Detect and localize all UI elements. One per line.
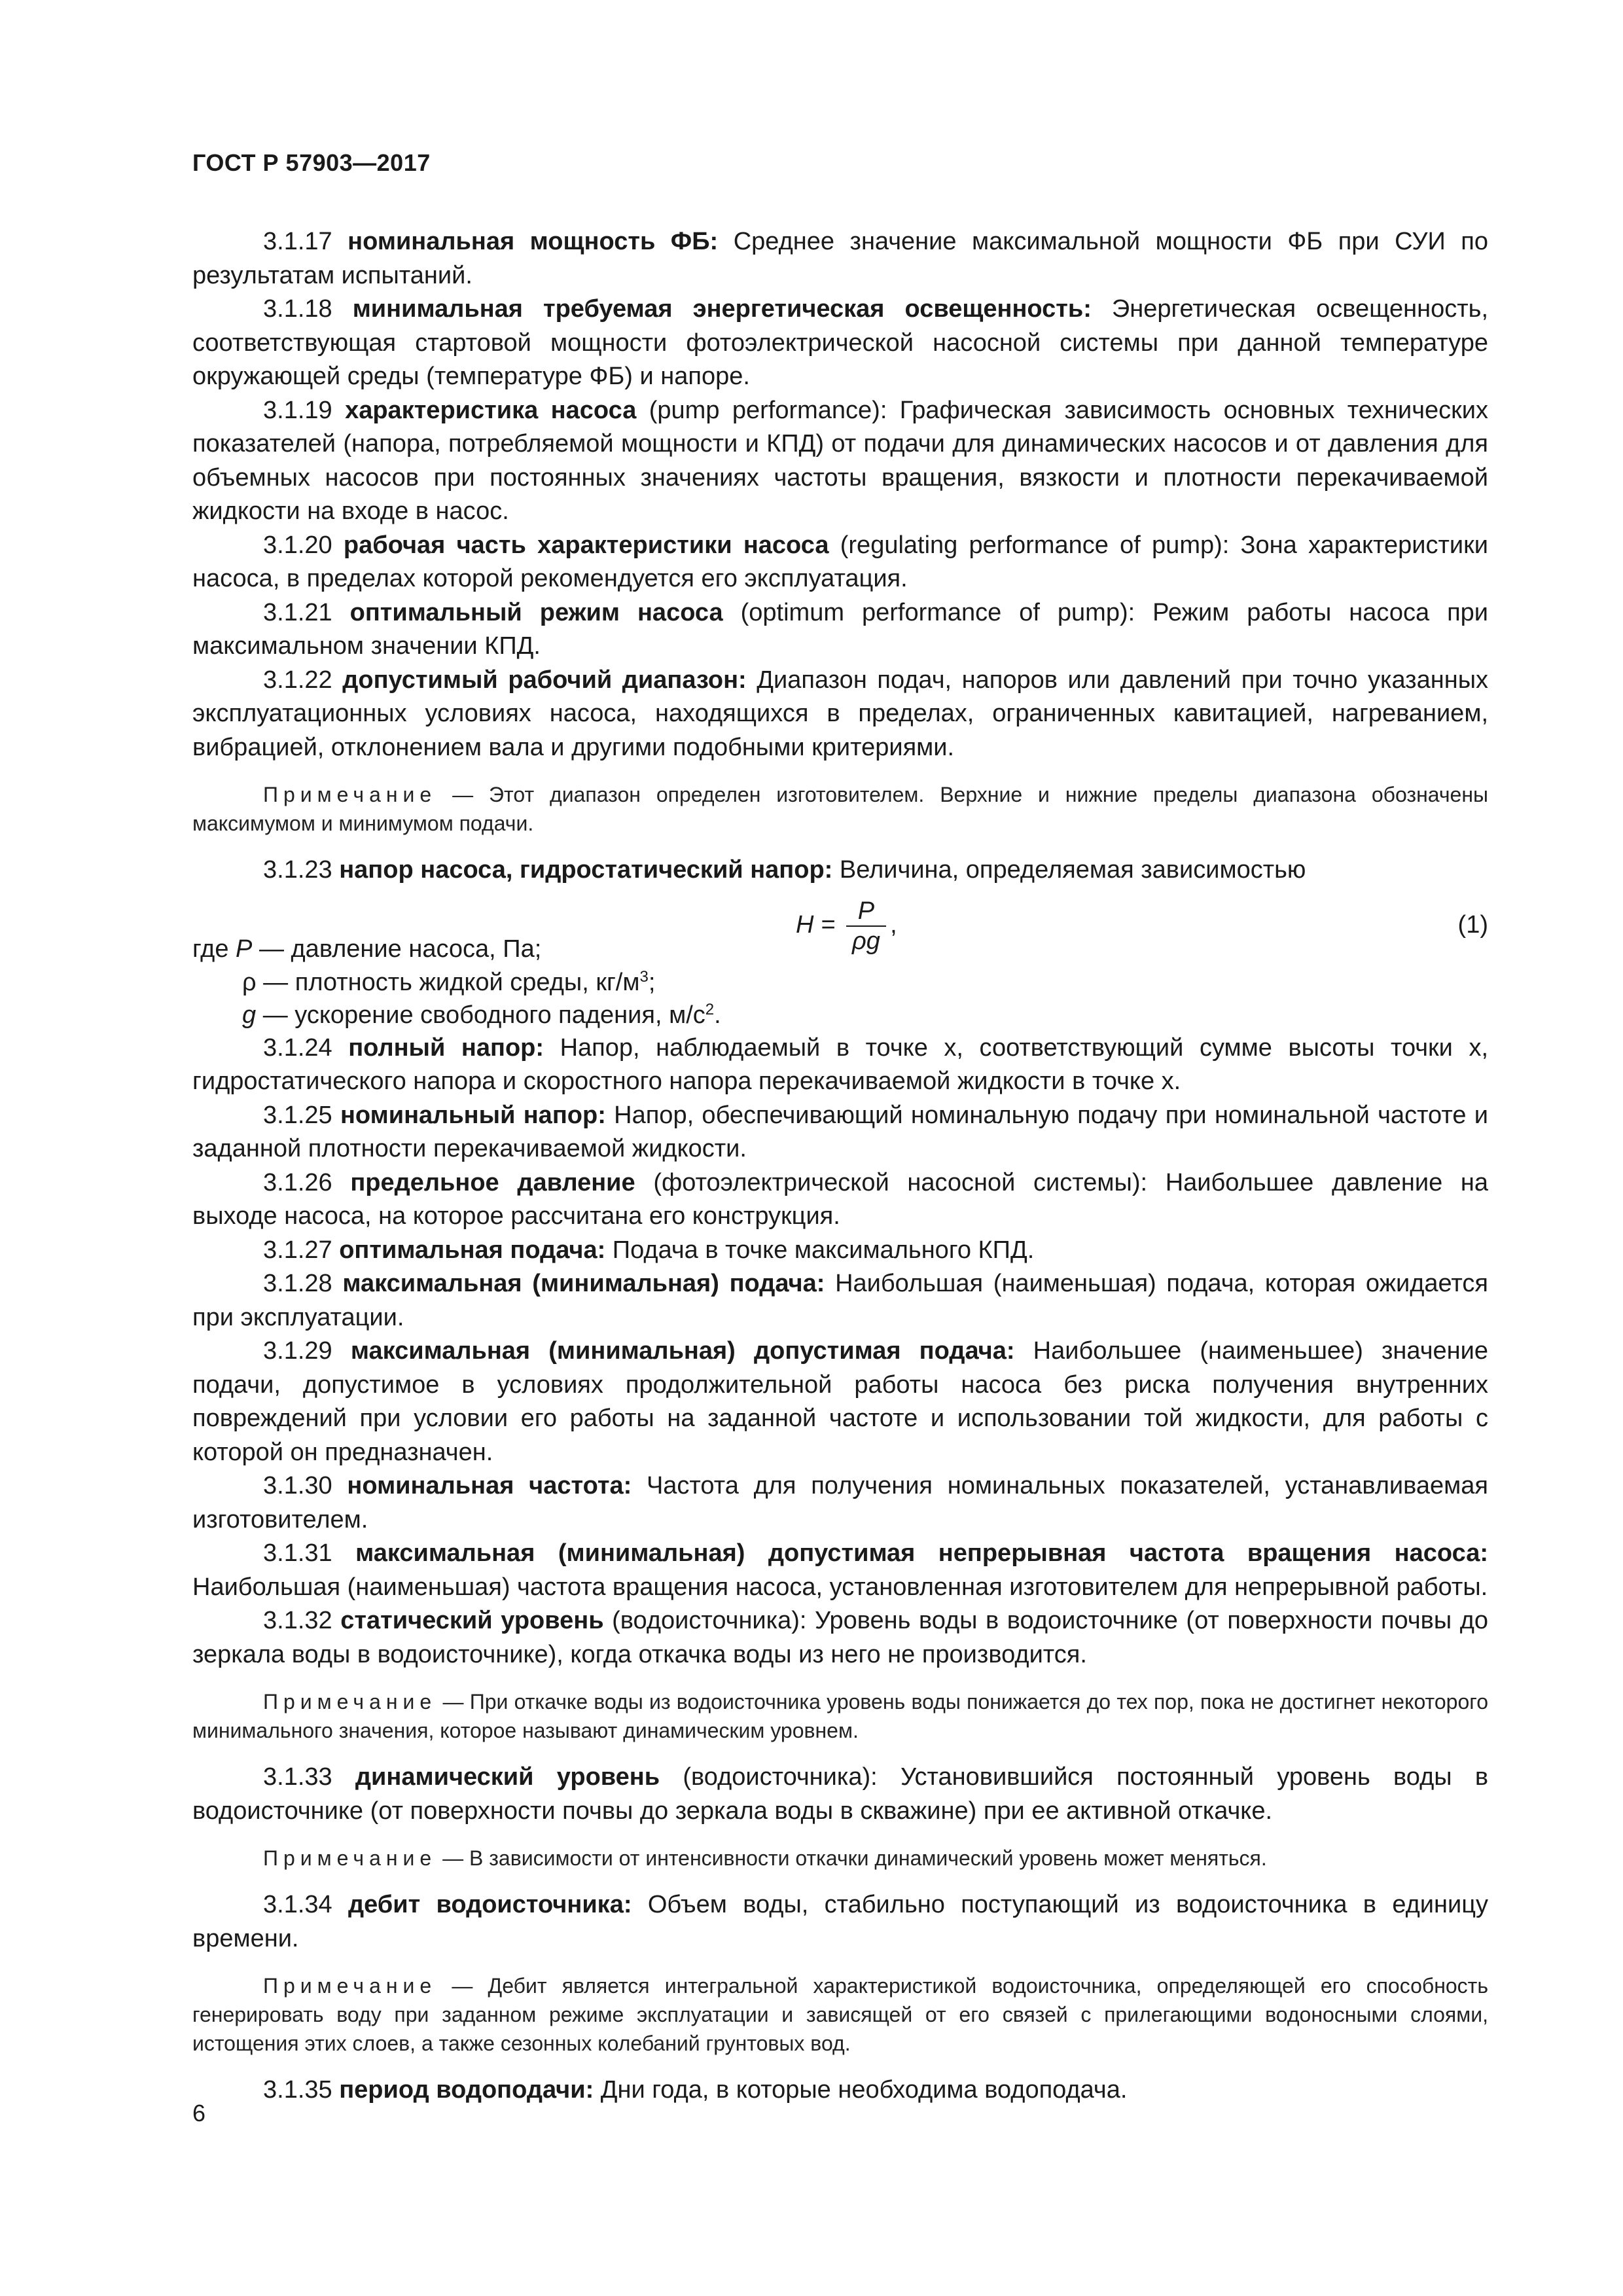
- clause-3-1-28: 3.1.28 максимальная (минимальная) подача: Наибольшая (наименьшая) подача, которая ожидается при эксплуатации.: [192, 1270, 1488, 1331]
- clause-3-1-26: 3.1.26 предельное давление (фотоэлектрической насосной системы): Наибольшее давление на выходе насоса, на которое рассчитана его конструкция.: [192, 1168, 1489, 1230]
- clause-3-1-24: 3.1.24 полный напор: Напор, наблюдаемый в точке x, соответствующий сумме высоты точки x, гидростатического напора и скоростного напора перекачиваемой жидкости в точке x.: [192, 1033, 1489, 1095]
- clause-3-1-18: 3.1.18 минимальная требуемая энергетическая освещенность: Энергетическая освещенность, соответствующая стартовой мощности фотоэлектрической насосной системы при данной температуре окружающей среды (температуре ФБ) и напоре.: [192, 295, 1488, 390]
- clause-3-1-35: 3.1.35 период водоподачи: Дни года, в которые необходима водоподача.: [263, 2076, 1128, 2104]
- clause-3-1-32: 3.1.32 статический уровень (водоисточника): Уровень воды в водоисточнике (от поверхности почвы до зеркала воды в водоисточнике), когда откачка воды из него не производится.: [192, 1607, 1488, 1668]
- note-4: Примечание — Дебит является интегральной характеристикой водоисточника, определяющей его способность генерировать воду при заданном режиме эксплуатации и зависящей от его связей с прилегающими водоносными слоями, истощения этих слоев, а также сезонных колебаний грунтовых вод.: [192, 1974, 1488, 2055]
- where-intro: где P — давление насоса, Па;: [192, 935, 542, 963]
- clause-3-1-27: 3.1.27 оптимальная подача: Подача в точке максимального КПД.: [263, 1236, 1035, 1264]
- g-definition: g — ускорение свободного падения, $м/с^2$.: [242, 1000, 721, 1029]
- page-number: 6: [192, 2100, 206, 2126]
- note-3: Примечание — В зависимости от интенсивности откачки динамический уровень может меняться.: [263, 1846, 1267, 1870]
- clause-3-1-34: 3.1.34 дебит водоисточника: Объем воды, стабильно поступающий из водоисточника в единицу времени.: [192, 1891, 1489, 1952]
- clause-3-1-25: 3.1.25 номинальный напор: Напор, обеспечивающий номинальную подачу при номинальной частоте и заданной плотности перекачиваемой жидкости.: [192, 1101, 1488, 1162]
- document-header: ГОСТ Р 57903—2017: [192, 149, 431, 176]
- clause-3-1-29: 3.1.29 максимальная (минимальная) допустимая подача: Наибольшее (наименьшее) значение подачи, допустимое в условиях продолжительной работы насоса без риска получения внутренних повреждений при условии его работы на заданной частоте и использовании той жидкости, для работы с которой он предназначен.: [192, 1337, 1488, 1466]
- clause-3-1-23: 3.1.23 напор насоса, гидростатический напор: Величина, определяемая зависимостью: [263, 856, 1306, 884]
- clause-3-1-19: 3.1.19 характеристика насоса (pump performance): Графическая зависимость основных технических показателей (напора, потребляемой мощности и КПД) от подачи для динамических насосов и от давления для объемных насосов при постоянных значениях частоты вращения, вязкости и плотности перекачиваемой жидкости на входе в насос.: [192, 396, 1488, 525]
- document-body: [192, 225, 1488, 2108]
- clause-3-1-22: 3.1.22 допустимый рабочий диапазон: Диапазон подач, напоров или давлений при точно указанных эксплуатационных условиях насоса, находящихся в пределах, ограниченных кавитацией, нагреванием, вибрацией, отклонением вала и другими подобными критериями.: [192, 666, 1489, 761]
- clause-3-1-30: 3.1.30 номинальная частота: Частота для получения номинальных показателей, устанавливаемая изготовителем.: [192, 1472, 1489, 1534]
- note-1: Примечание — Этот диапазон определен изготовителем. Верхние и нижние пределы диапазона обозначены максимумом и минимумом подачи.: [192, 783, 1488, 835]
- clause-3-1-33: 3.1.33 динамический уровень (водоисточника): Установившийся постоянный уровень воды в водоисточнике (от поверхности почвы до зеркала воды в скважине) при ее активной откачке.: [192, 1763, 1489, 1825]
- note-2: Примечание — При откачке воды из водоисточника уровень воды понижается до тех пор, пока не достигнет некоторого минимального значения, которое называют динамическим уровнем.: [192, 1690, 1488, 1742]
- equation-number: (1): [1457, 910, 1488, 939]
- clause-3-1-21: 3.1.21 оптимальный режим насоса (optimum performance of pump): Режим работы насоса при максимальном значении КПД.: [192, 598, 1489, 660]
- clause-3-1-17: 3.1.17 номинальная мощность ФБ: Среднее значение максимальной мощности ФБ при СУИ по результатам испытаний.: [192, 228, 1489, 289]
- formula-block: [192, 897, 1488, 965]
- clause-3-1-31: 3.1.31 максимальная (минимальная) допустимая непрерывная частота вращения насоса: Наибольшая (наименьшая) частота вращения насоса, установленная изготовителем для непрерывной работы.: [192, 1539, 1488, 1601]
- fraction: $\frac{P}{\rho g}$: [846, 897, 886, 956]
- rho-definition: ρ — плотность жидкой среды, $кг/м^3$;: [242, 967, 656, 996]
- head-formula: H = $\frac{P}{\rho g}$ ,: [796, 897, 897, 955]
- clause-3-1-20: 3.1.20 рабочая часть характеристики насоса (regulating performance of pump): Зона характеристики насоса, в пределах которой рекомендуется его эксплуатация.: [192, 531, 1488, 592]
